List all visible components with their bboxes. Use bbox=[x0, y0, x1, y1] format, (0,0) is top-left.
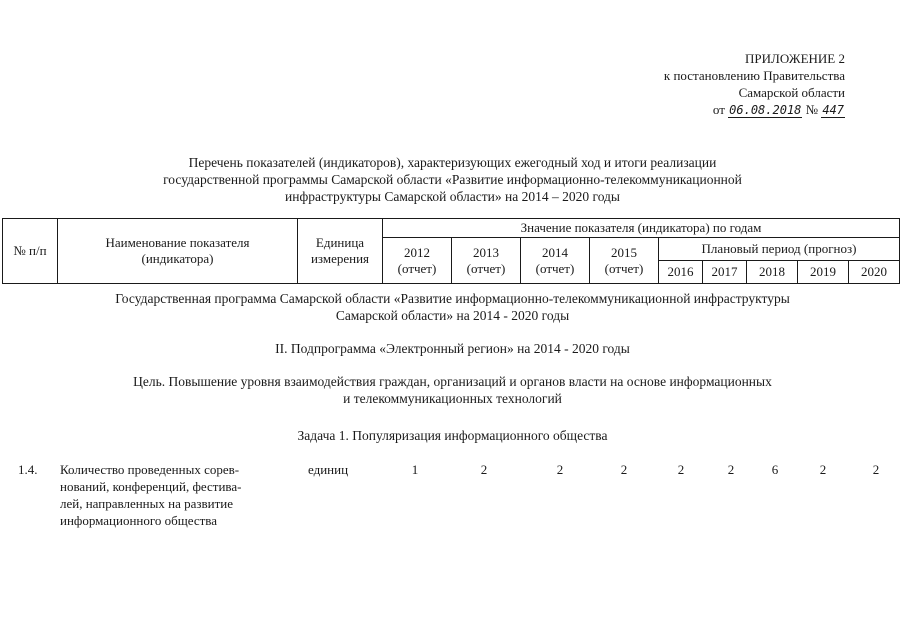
task-heading: Задача 1. Популяризация информационного общества bbox=[297, 428, 608, 443]
header-year-2015 bbox=[589, 237, 659, 284]
header-num: № п/п bbox=[2, 218, 58, 284]
value-2019: 2 bbox=[819, 462, 827, 477]
header-year-2019: 2019 bbox=[797, 260, 849, 284]
value-2017: 2 bbox=[727, 462, 735, 477]
appendix-block bbox=[664, 50, 845, 119]
header-year-2013 bbox=[451, 237, 521, 284]
document-title bbox=[0, 154, 905, 205]
value-2016: 2 bbox=[677, 462, 685, 477]
subprogram-heading: II. Подпрограмма «Электронный регион» на 2014 - 2020 годы bbox=[275, 341, 630, 356]
year-kind: (отчет) bbox=[604, 260, 644, 276]
header-values-group: Значение показателя (индикатора) по годам bbox=[382, 218, 900, 238]
table-header bbox=[2, 218, 900, 284]
year-kind: (отчет) bbox=[535, 260, 575, 276]
value-2012: 1 bbox=[411, 462, 419, 477]
header-year-2018: 2018 bbox=[746, 260, 798, 284]
appendix-resolution: к постановлению Правительства bbox=[663, 68, 845, 83]
program-heading bbox=[0, 290, 905, 324]
year-label: 2012 bbox=[404, 244, 430, 260]
row-unit: единиц bbox=[308, 462, 349, 477]
value-2020: 2 bbox=[872, 462, 880, 477]
header-name-line-2: (индикатора) bbox=[141, 251, 214, 266]
year-label: 2015 bbox=[611, 244, 637, 260]
number-prefix: № bbox=[805, 102, 819, 117]
appendix-date-line bbox=[664, 101, 845, 119]
goal-line-1: Цель. Повышение уровня взаимодействия граждан, организаций и органов власти на основе информационных bbox=[133, 374, 772, 389]
appendix-region: Самарской области bbox=[738, 85, 845, 100]
value-2018: 6 bbox=[771, 462, 779, 477]
row-number: 1.4. bbox=[18, 462, 38, 477]
header-year-2014 bbox=[520, 237, 590, 284]
goal-line-2: и телекоммуникационных технологий bbox=[343, 391, 562, 406]
header-unit-line-1: Единица bbox=[315, 235, 365, 250]
goal-heading bbox=[0, 373, 905, 407]
header-year-2016: 2016 bbox=[658, 260, 703, 284]
value-2014: 2 bbox=[556, 462, 564, 477]
program-line-2: Самарской области» на 2014 - 2020 годы bbox=[335, 308, 570, 323]
header-name bbox=[57, 218, 298, 284]
indicator-name-line: Количество проведенных сорев- bbox=[60, 462, 240, 477]
header-unit-line-2: измерения bbox=[310, 251, 370, 266]
value-2013: 2 bbox=[480, 462, 488, 477]
header-name-line-1: Наименование показателя bbox=[105, 235, 250, 250]
appendix-title: ПРИЛОЖЕНИЕ 2 bbox=[745, 51, 845, 66]
header-plan-group: Плановый период (прогноз) bbox=[658, 237, 900, 261]
header-year-2017: 2017 bbox=[702, 260, 747, 284]
header-year-2012 bbox=[382, 237, 452, 284]
row-indicator-name bbox=[60, 461, 290, 529]
program-line-1: Государственная программа Самарской области «Развитие информационно-телекоммуникационной инфраструктуры bbox=[115, 291, 790, 306]
year-label: 2013 bbox=[473, 244, 499, 260]
handwritten-number: 447 bbox=[822, 103, 844, 117]
header-year-2020: 2020 bbox=[848, 260, 900, 284]
title-line-1: Перечень показателей (индикаторов), характеризующих ежегодный ход и итоги реализации bbox=[188, 155, 717, 170]
year-kind: (отчет) bbox=[466, 260, 506, 276]
title-line-3: инфраструктуры Самарской области» на 2014 – 2020 годы bbox=[285, 189, 620, 204]
value-2015: 2 bbox=[620, 462, 628, 477]
date-prefix: от bbox=[712, 102, 725, 117]
indicator-name-line: нований, конференций, фестива- bbox=[60, 479, 242, 494]
indicator-name-line: лей, направленных на развитие bbox=[60, 496, 234, 511]
year-label: 2014 bbox=[542, 244, 568, 260]
header-unit bbox=[297, 218, 383, 284]
year-kind: (отчет) bbox=[397, 260, 437, 276]
title-line-2: государственной программы Самарской области «Развитие информационно-телекоммуникационной bbox=[163, 172, 742, 187]
handwritten-date: 06.08.2018 bbox=[729, 103, 802, 117]
indicator-name-line: информационного общества bbox=[60, 513, 218, 528]
